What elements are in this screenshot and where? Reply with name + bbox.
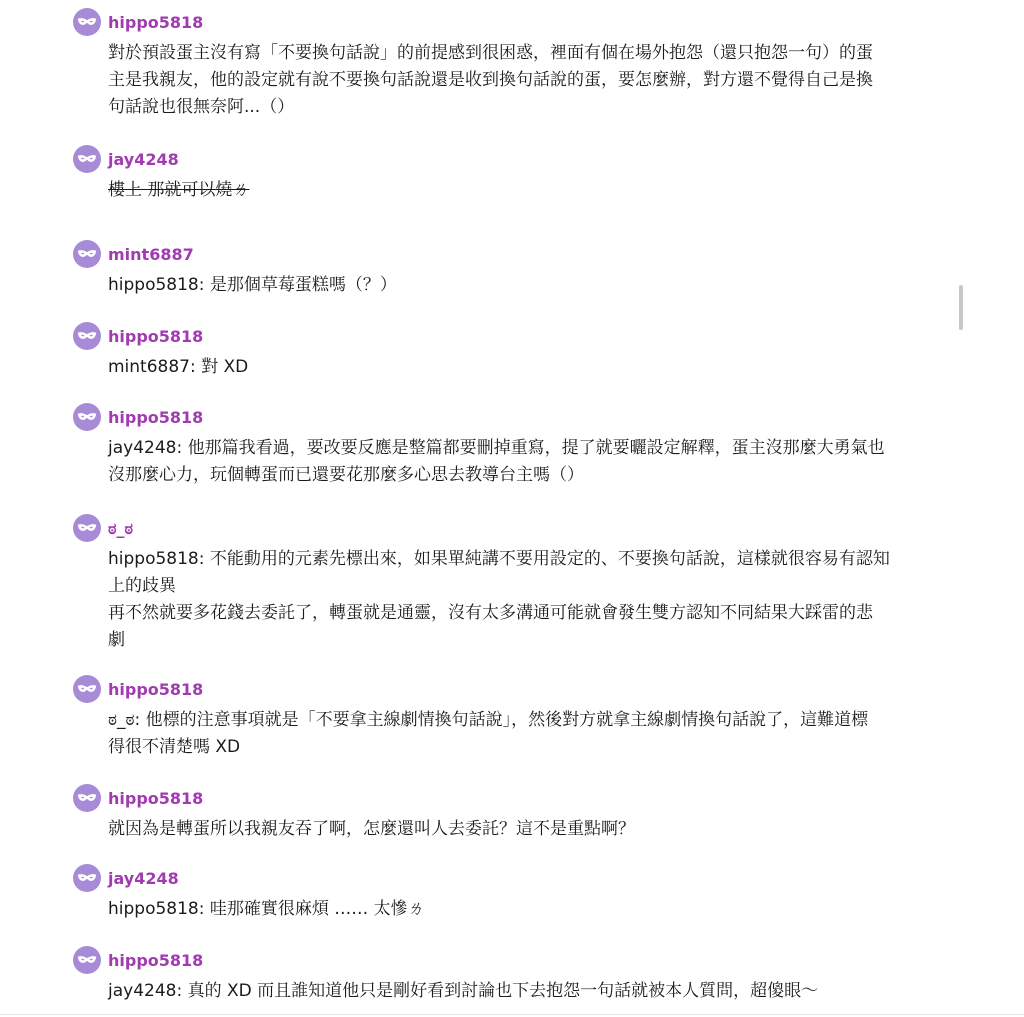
- divider: [0, 1014, 1024, 1015]
- comment: [73, 145, 953, 204]
- mask-icon: [76, 325, 98, 347]
- comment-body: [108, 354, 953, 381]
- comment-text: 得很不清楚嗎 XD: [108, 737, 241, 757]
- username[interactable]: mint6887: [108, 245, 194, 264]
- comment-header: [73, 322, 953, 350]
- mask-icon: [76, 517, 98, 539]
- comment-text: 上的歧異: [108, 576, 176, 596]
- username[interactable]: hippo5818: [108, 951, 204, 970]
- mask-icon: [76, 787, 98, 809]
- comment: [73, 864, 953, 923]
- comment-text: 就因為是轉蛋所以我親友吞了啊，怎麼還叫人去委託？這不是重點啊？: [108, 819, 635, 839]
- comment-text-strikethrough: 樓上 那就可以燒ㄌ: [108, 180, 250, 200]
- mask-icon: [76, 11, 98, 33]
- username[interactable]: jay4248: [108, 150, 179, 169]
- mask-icon: [76, 678, 98, 700]
- comment: [73, 8, 953, 121]
- comment-text: 沒那麼心力，玩個轉蛋而已還要花那麼多心思去教導台主嗎（）: [108, 465, 584, 485]
- comment-text: 對於預設蛋主沒有寫「不要換句話說」的前提感到很困惑，裡面有個在場外抱怨（還只抱怨一句）的蛋: [108, 43, 873, 63]
- username[interactable]: jay4248: [108, 869, 179, 888]
- comment-header: [73, 403, 953, 431]
- mask-icon: [76, 243, 98, 265]
- comment: [73, 675, 953, 761]
- mask-icon: [76, 148, 98, 170]
- comment-text: hippo5818: 不能動用的元素先標出來，如果單純講不要用設定的、不要換句話說，這樣就很容易有認知: [108, 549, 890, 569]
- avatar[interactable]: [73, 946, 101, 974]
- username[interactable]: hippo5818: [108, 13, 204, 32]
- comment: [73, 514, 953, 654]
- username[interactable]: hippo5818: [108, 327, 204, 346]
- comment-text: mint6887: 對 XD: [108, 357, 249, 377]
- comment-header: [73, 145, 953, 173]
- comment-text: 劇: [108, 630, 125, 650]
- comment-text: hippo5818: 是那個草莓蛋糕嗎（？）: [108, 275, 397, 295]
- username[interactable]: hippo5818: [108, 680, 204, 699]
- username[interactable]: hippo5818: [108, 408, 204, 427]
- username[interactable]: ಠ_ಠ: [108, 519, 133, 538]
- avatar[interactable]: [73, 675, 101, 703]
- comment-header: [73, 675, 953, 703]
- comment-text: 句話說也很無奈阿...（）: [108, 97, 295, 117]
- avatar[interactable]: [73, 322, 101, 350]
- avatar[interactable]: [73, 403, 101, 431]
- comment-header: [73, 240, 953, 268]
- comment-body: [108, 435, 953, 489]
- avatar[interactable]: [73, 784, 101, 812]
- comment-body: [108, 707, 953, 761]
- comment-text: ಠ_ಠ: 他標的注意事項就是「不要拿主線劇情換句話說」，然後對方就拿主線劇情換句話說了，這難道標: [108, 710, 869, 730]
- comment-body: [108, 177, 953, 204]
- comment-text: 再不然就要多花錢去委託了，轉蛋就是通靈，沒有太多溝通可能就會發生雙方認知不同結果大踩雷的悲: [108, 603, 873, 623]
- comment-text: 主是我親友，他的設定就有說不要換句話說還是收到換句話說的蛋，要怎麼辦，對方還不覺得自己是換: [108, 70, 873, 90]
- comment: [73, 784, 953, 843]
- comment: [73, 403, 953, 489]
- scrollbar-thumb[interactable]: [959, 285, 963, 330]
- mask-icon: [76, 949, 98, 971]
- comment: [73, 946, 953, 1005]
- comment-body: [108, 40, 953, 121]
- mask-icon: [76, 406, 98, 428]
- comment-body: [108, 816, 953, 843]
- username[interactable]: hippo5818: [108, 789, 204, 808]
- comment-text: hippo5818: 哇那確實很麻煩 …… 太慘ㄌ: [108, 899, 425, 919]
- mask-icon: [76, 867, 98, 889]
- comment-header: [73, 514, 953, 542]
- comment-header: [73, 8, 953, 36]
- comment-body: [108, 546, 953, 654]
- comment: [73, 240, 953, 299]
- comment-header: [73, 784, 953, 812]
- comment-body: [108, 896, 953, 923]
- comment-header: [73, 864, 953, 892]
- avatar[interactable]: [73, 240, 101, 268]
- avatar[interactable]: [73, 864, 101, 892]
- comment-header: [73, 946, 953, 974]
- comment-body: [108, 272, 953, 299]
- comment-text: jay4248: 真的 XD 而且誰知道他只是剛好看到討論也下去抱怨一句話就被本人質問，超傻眼～: [108, 981, 819, 1001]
- comment: [73, 322, 953, 381]
- avatar[interactable]: [73, 8, 101, 36]
- comment-text: jay4248: 他那篇我看過，要改要反應是整篇都要刪掉重寫，提了就要曬設定解釋，蛋主沒那麼大勇氣也: [108, 438, 885, 458]
- avatar[interactable]: [73, 514, 101, 542]
- avatar[interactable]: [73, 145, 101, 173]
- comment-body: [108, 978, 953, 1005]
